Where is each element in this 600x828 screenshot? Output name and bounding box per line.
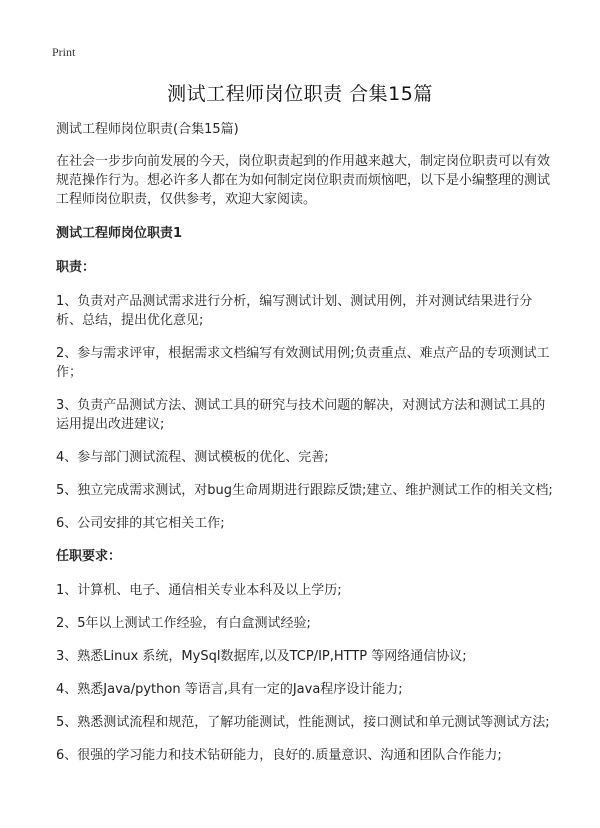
document-subtitle: 测试工程师岗位职责(合集15篇) <box>56 122 239 137</box>
requirement-item: 6、很强的学习能力和技术钻研能力，良好的.质量意识、沟通和团队合作能力; <box>56 748 502 763</box>
requirement-item: 4、熟悉Java/python 等语言,具有一定的Java程序设计能力; <box>56 682 403 697</box>
requirement-item: 1、计算机、电子、通信相关专业本科及以上学历; <box>56 583 342 598</box>
duty-item: 4、参与部门测试流程、测试模板的优化、完善; <box>56 450 329 465</box>
requirements-heading: 任职要求： <box>56 549 122 564</box>
section-heading: 测试工程师岗位职责1 <box>56 226 183 241</box>
requirement-item: 3、熟悉Linux 系统，MySql数据库,以及TCP/IP,HTTP 等网络通信协议; <box>56 649 467 664</box>
document-body <box>56 120 556 779</box>
duty-item: 6、公司安排的其它相关工作; <box>56 516 225 531</box>
intro-paragraph: 在社会一步步向前发展的今天，岗位职责起到的作用越来越大，制定岗位职责可以有效规范操作行为。想必许多人都在为如何制定岗位职责而烦恼吧，以下是小编整理的测试工程师岗位职责，仅供参考，欢迎大家阅读。 <box>56 154 551 207</box>
duty-item: 3、负责产品测试方法、测试工具的研究与技术问题的解决，对测试方法和测试工具的运用提出改进建议; <box>56 398 546 432</box>
requirement-item: 2、5年以上测试工作经验，有白盒测试经验; <box>56 616 311 631</box>
duty-item: 5、独立完成需求测试，对bug生命周期进行跟踪反馈;建立、维护测试工作的相关文档; <box>56 483 553 498</box>
requirement-item: 5、熟悉测试流程和规范，了解功能测试，性能测试，接口测试和单元测试等测试方法; <box>56 715 550 730</box>
duties-heading: 职责： <box>56 260 96 275</box>
print-label: Print <box>52 45 76 59</box>
page-title: 测试工程师岗位职责 合集15篇 <box>167 83 433 105</box>
duty-item: 1、负责对产品测试需求进行分析，编写测试计划、测试用例，并对测试结果进行分析、总结，提出优化意见; <box>56 294 533 328</box>
duty-item: 2、参与需求评审，根据需求文档编写有效测试用例;负责重点、难点产品的专项测试工作； <box>56 346 550 380</box>
